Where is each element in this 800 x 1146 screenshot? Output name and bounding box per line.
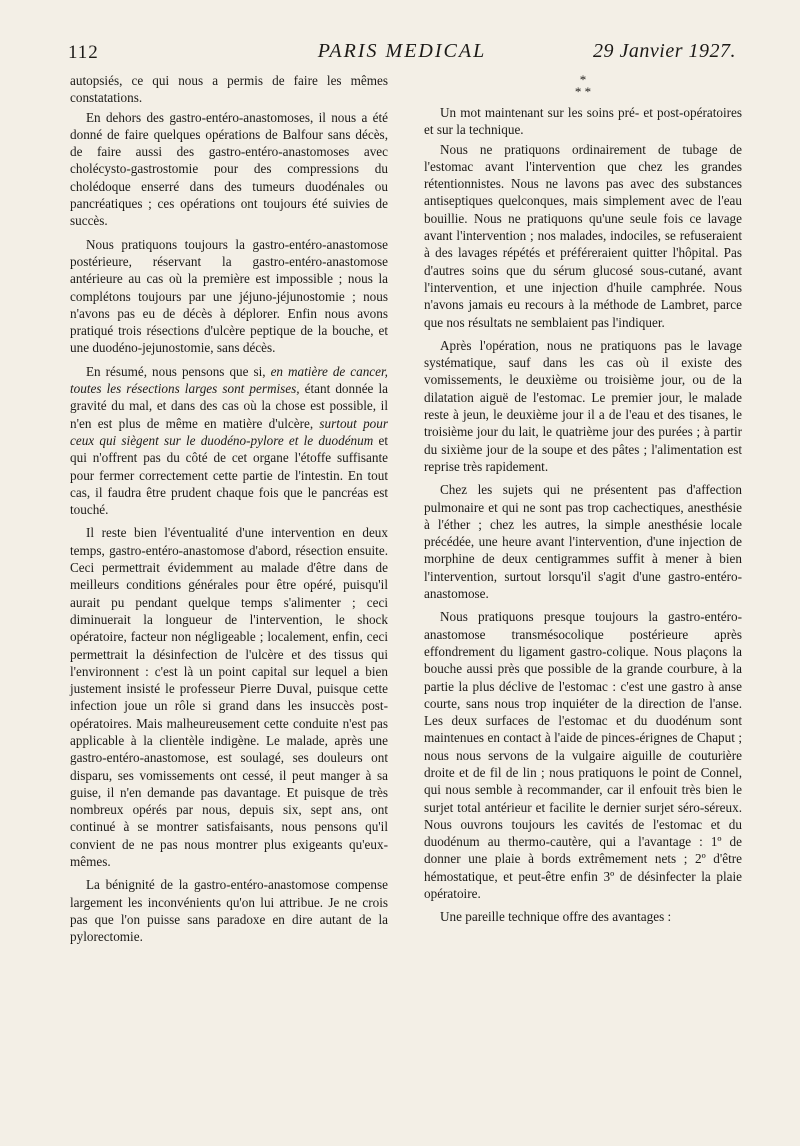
paragraph: Nous ne pratiquons ordinairement de tubage de l'estomac avant l'intervention que chez les grandes rétentionnistes. Nous ne lavons pas avec des substances antiseptiques quelconques, mais simplement avec de l'eau bouillie. Nous ne pratiquons qu'une seule fois ce lavage avant l'intervention ; nos malades, indociles, se refuseraient à des lavages répétés et préféreraient quitter l'hôpital. Pas d'autres soins que du sérum glucosé sous-cutané, avant l'intervention, et une injection d'huile camphrée. Nous n'avons jamais eu recours à la méthode de Lambret, parce que nos résultats ne semblaient pas l'indiquer. (424, 141, 742, 330)
page-number: 112 (68, 42, 99, 63)
section-separator (424, 70, 742, 104)
paragraph: Après l'opération, nous ne pratiquons pas le lavage systématique, sauf dans les cas où il existe des vomissements, le deuxième ou troisième jour, ou de la dilatation aiguë de l'estomac. Le premier jour, le malade reste à jeun, le deuxième jour il a de l'eau et des tisanes, le troisième jour du lait, le quatrième jour des purées ; à partir du sixième jour de la soupe et des pâtes ; l'alimentation est reprise très rapidement. (424, 337, 742, 474)
right-column (424, 70, 742, 928)
issue-date: 29 Janvier 1927. (593, 40, 736, 62)
separator-stars: * * (574, 84, 592, 99)
paragraph: Une pareille technique offre des avantages : (440, 909, 672, 925)
paragraph: Il reste bien l'éventualité d'une intervention en deux temps, gastro-entéro-anastomose d'abord, résection ensuite. Ceci permettrait évidemment au malade d'être dans de meilleurs conditions générales pour être opéré, puisqu'il aurait pu pendant quelque temps s'alimenter ; ceci diminuerait la longueur de l'intervention, le shock opératoire, facteur non négligeable ; localement, enfin, ceci permettrait la désinfection de l'ulcère et des tissus qui l'environnent : c'est là un point capital sur lequel a bien justement insisté le professeur Pierre Duval, puisque cette infection joue un rôle si grand dans les insuccès post-opératoires. Mais malheureusement cette conduite n'est pas applicable à la clientèle indigène. Le malade, après une gastro-entéro-anastomose, est soulagé, ses douleurs ont disparu, ses vomissements ont cessé, il peut manger à sa guise, il n'en demande pas davantage. Et puisque de très nombreux opérés par nous, depuis six, sept ans, ont continué à se montrer satisfaisants, nous pensons qu'il convient de ne pas nous montrer plus exigeants qu'eux-mêmes. (70, 525, 388, 870)
journal-title: PARIS MEDICAL (317, 40, 487, 62)
emphasis: surtout pour ceux qui siègent sur le duodéno-pylore et le duodénum (70, 415, 388, 448)
text-run: En résumé, nous pensons que si, (86, 363, 271, 379)
paragraph: autopsiés, ce qui nous a permis de faire les mêmes constatations. (70, 73, 388, 106)
running-header (68, 40, 736, 68)
left-column (70, 72, 388, 948)
paragraph: Nous pratiquons presque toujours la gastro-entéro-anastomose transmésocolique postérieure après effondrement du ligament gastro-colique. Nous plaçons la bouche aussi près que possible de la grande courbure, à la partie la plus déclive de l'estomac : c'est une gastro à anse courte, sans nous trop inquiéter de la direction de l'anse. Les deux surfaces de l'estomac et du duodénum sont maintenues en contact à l'aide de pinces-érignes de Chaput ; nous nous servons de la vulgaire aiguille de couturière droite et de fil de lin ; nous pratiquons le point de Connel, qui nous semble à recommander, car il enfouit très bien le surjet total antérieur et facilite le dernier surjet séro-séreux. Nous ouvrons toujours les cavités de l'estomac et du duodénum au thermo-cautère, qui a l'avantage : 1º de donner une plaie à bords extrêmement nets ; 2º d'être hémostatique, et peut-être enfin 3º de désinfecter la plaie opératoire. (424, 609, 742, 902)
text-run: et qui n'offrent pas du côté de cet organe l'étoffe suffisante pour fermer correctement cette partie de l'intestin. En tout cas, il faudra être prudent chaque fois que le pancréas est touché. (70, 432, 388, 518)
paragraph: En dehors des gastro-entéro-anastomoses, il nous a été donné de faire quelques opérations de Balfour sans décès, de faire aussi des gastro-entéro-anastomoses avec cholécysto-gastrostomie pour des compressions du cholédoque enserré dans des tumeurs duodénales ou pancréatiques ; ces opérations ont toujours été suivies de succès. (70, 109, 388, 229)
paragraph: Un mot maintenant sur les soins pré- et post-opératoires et sur la technique. (424, 105, 742, 138)
emphasis: en matière de cancer, toutes les résections larges sont permises, (70, 363, 388, 397)
paragraph: La bénignité de la gastro-entéro-anastomose compense largement les inconvénients qu'on lui attribue. Je ne crois pas que l'on puisse sans paradoxe en dire autant de la pylorectomie. (70, 877, 388, 945)
paragraph-summary (70, 363, 388, 519)
text-run: étant donnée la gravité du mal, et dans des cas où la chose est possible, il n'en est plus de même en matière d'ulcère, (70, 381, 388, 431)
separator-star: * (579, 72, 587, 87)
paragraph: Chez les sujets qui ne présentent pas d'affection pulmonaire et qui ne sont pas trop cachectiques, anesthésie à l'éther ; chez les autres, la simple anesthésie locale précédée, une heure avant l'intervention, d'une injection de morphine de deux centigrammes suffit à mener à bien l'intervention, surtout lorsqu'il s'agit d'une gastro-entéro-anastomose. (424, 482, 742, 602)
paragraph: Nous pratiquons toujours la gastro-entéro-anastomose postérieure, réservant la gastro-entéro-anastomose antérieure au cas où la première est impossible ; nous la complétons toujours par une jéjuno-jéjunostomie ; nous n'avons pas eu de décès à déplorer. Enfin nous avons pratiqué trois résections d'ulcère peptique de la bouche, et une duodéno-jejunostomie, sans décès. (70, 236, 388, 356)
